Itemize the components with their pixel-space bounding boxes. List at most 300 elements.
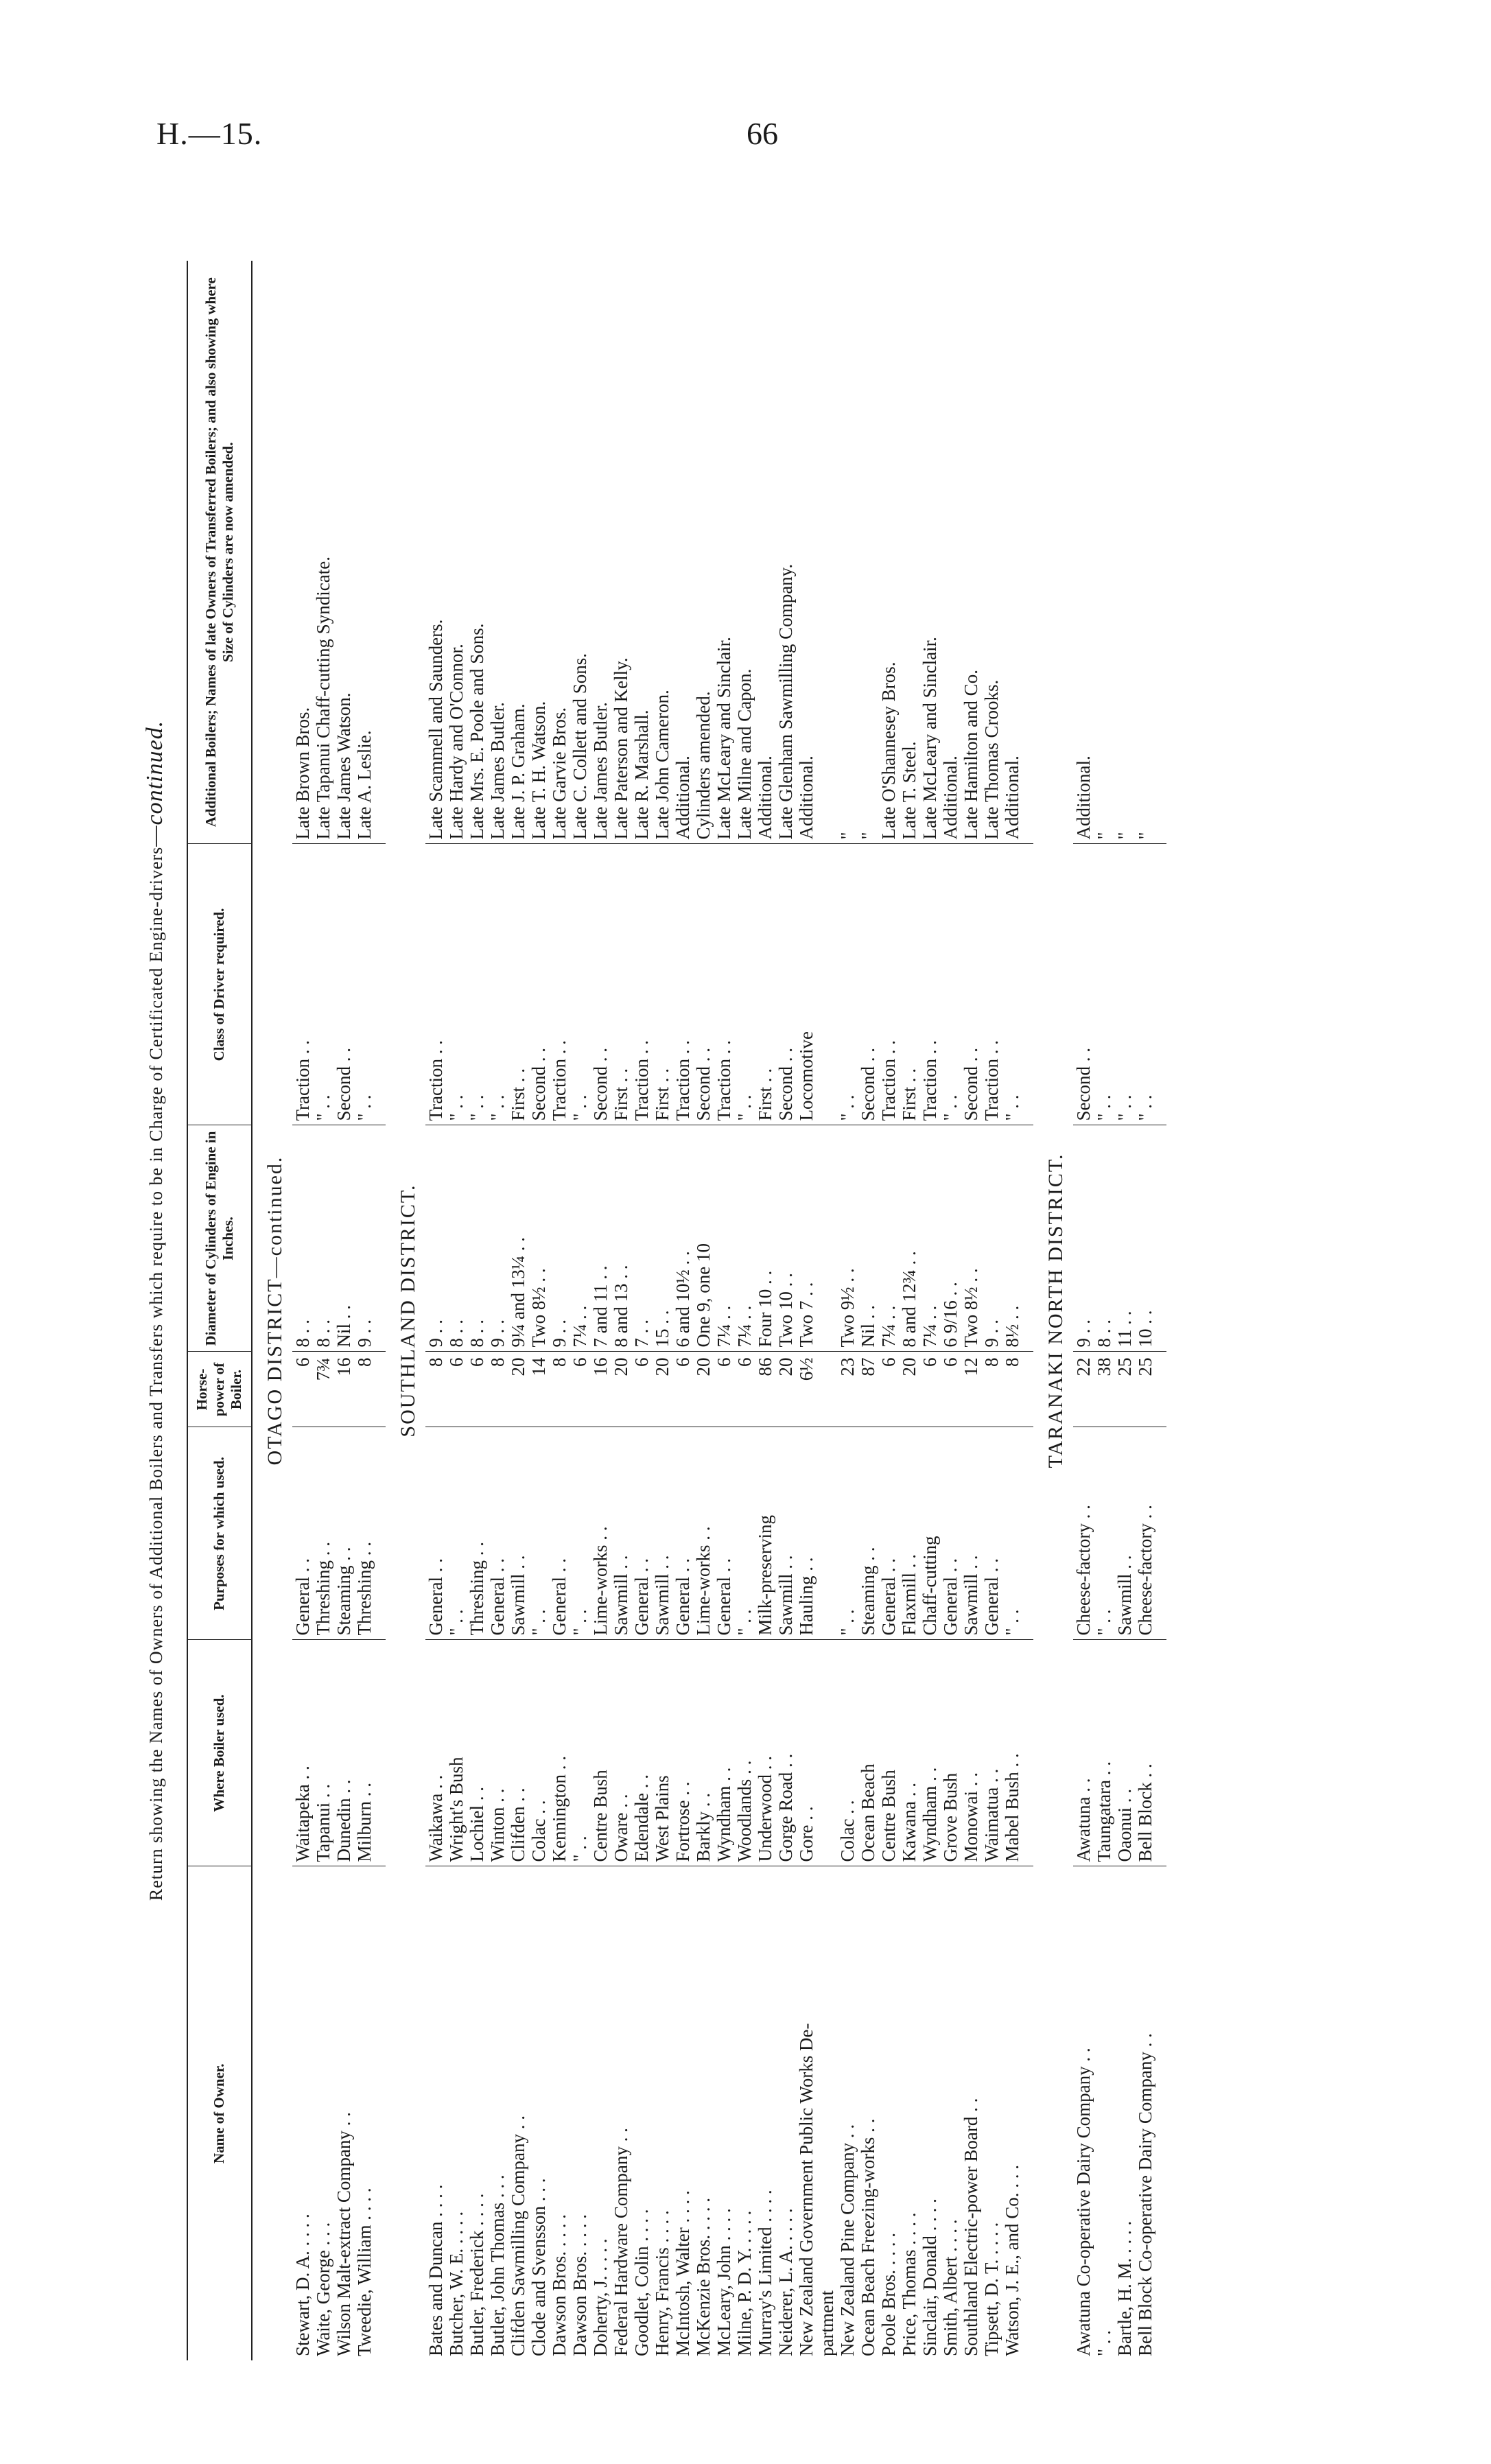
table-cell: Dawson Bros. . . . . xyxy=(569,2214,590,2356)
gap-cell xyxy=(375,261,386,844)
table-cell: Lime-works . . xyxy=(590,1427,611,1640)
column-header: Diameter of Cylinders of Engine in Inches. xyxy=(187,1125,252,1352)
table-cell: " . . xyxy=(354,844,375,1125)
table-row xyxy=(775,261,796,2360)
table-row xyxy=(755,261,775,2360)
table-cell: " . . xyxy=(446,844,467,1125)
table-cell: " . . xyxy=(1094,1427,1114,1640)
table-cell: Waitapeka . . xyxy=(292,1640,313,1866)
column-header: Additional Boilers; Names of late Owners of Transferred Boilers; and also showing where Size of Cylinders are now amended. xyxy=(187,261,252,844)
section-gap xyxy=(375,261,386,2360)
table-cell: Additional. xyxy=(940,261,961,844)
table-cell: Traction . . xyxy=(292,844,313,1125)
table-cell: " . . xyxy=(734,1427,755,1640)
table-cell: Wyndham . . xyxy=(714,1640,734,1866)
table-cell: Late McLeary and Sinclair. xyxy=(919,261,940,844)
table-cell: General . . xyxy=(631,1427,652,1640)
table-cell: Late Garvie Bros. xyxy=(549,261,570,844)
table-cell: " . . xyxy=(467,844,487,1125)
table-cell: 16 xyxy=(590,1352,611,1427)
table-cell: Traction . . xyxy=(714,844,734,1125)
table-cell: 8½ . . xyxy=(1002,1125,1022,1352)
table-cell: 6 xyxy=(570,1352,590,1427)
table-cell: Federal Hardware Company . . xyxy=(610,2128,631,2356)
table-cell: McKenzie Bros. . . . . xyxy=(692,2198,714,2356)
table-cell: Two 8½ . . xyxy=(528,1125,549,1352)
gap-cell xyxy=(1155,1352,1166,1427)
table-cell: Second . . xyxy=(1073,844,1094,1125)
table-cell: Underwood . . xyxy=(755,1640,775,1866)
gap-cell xyxy=(1022,1125,1033,1352)
table-cell: Barkly . . xyxy=(693,1640,714,1866)
table-cell: Edendale . . xyxy=(631,1640,652,1866)
gap-cell xyxy=(375,1866,386,2360)
table-cell: Late McLeary and Sinclair. xyxy=(714,261,734,844)
table-cell: 8 . . xyxy=(313,1125,333,1352)
table-cell: Late John Cameron. xyxy=(652,261,672,844)
table-cell: Late Mrs. E. Poole and Sons. xyxy=(467,261,487,844)
table-cell xyxy=(817,1352,837,1427)
table-cell: General . . xyxy=(940,1427,961,1640)
table-cell: Dunedin . . xyxy=(333,1640,354,1866)
table-cell: 20 xyxy=(611,1352,631,1427)
table-cell: 8 . . xyxy=(467,1125,487,1352)
rotated-table-page xyxy=(134,261,1424,2360)
table-cell: Butcher, W. E. . . . . xyxy=(445,2211,467,2356)
table-cell: Bell Block . . xyxy=(1135,1640,1155,1866)
table-cell: 20 xyxy=(775,1352,796,1427)
table-cell: 12 xyxy=(961,1352,981,1427)
table-cell: 9 . . xyxy=(425,1125,446,1352)
table-cell: Smith, Albert . . . . xyxy=(939,2219,961,2356)
table-body xyxy=(252,261,1166,2360)
table-cell: Sawmill . . xyxy=(508,1427,528,1640)
table-cell: Milburn . . xyxy=(354,1640,375,1866)
table-cell: Nil . . xyxy=(858,1125,878,1352)
table-cell: 16 xyxy=(333,1352,354,1427)
table-cell: Butler, John Thomas . . . xyxy=(486,2174,508,2356)
table-cell xyxy=(817,261,837,844)
table-row xyxy=(817,261,837,2360)
table-cell: Southland Electric-power Board . . xyxy=(960,2098,981,2356)
table-cell: " . . xyxy=(1093,2330,1114,2356)
table-cell: Second . . xyxy=(858,844,878,1125)
table-cell: 6 xyxy=(714,1352,734,1427)
table-cell: Price, Thomas . . . . xyxy=(898,2212,919,2356)
table-cell: Oware . . xyxy=(611,1640,631,1866)
table-cell: " . . xyxy=(837,1427,858,1640)
table-title-suffix: —continued. xyxy=(142,720,167,847)
table-cell xyxy=(817,1427,837,1640)
table-cell: Chaff-cutting xyxy=(919,1427,940,1640)
table-cell: 6 xyxy=(292,1352,313,1427)
table-cell: Centre Bush xyxy=(590,1640,611,1866)
table-cell: 23 xyxy=(837,1352,858,1427)
gap-cell xyxy=(375,1640,386,1866)
table-row xyxy=(1094,261,1114,2360)
table-cell: Mabel Bush . . xyxy=(1002,1640,1022,1866)
table-cell: Late R. Marshall. xyxy=(631,261,652,844)
table-cell: 87 xyxy=(858,1352,878,1427)
table-cell: Four 10 . . xyxy=(755,1125,775,1352)
table-row xyxy=(1114,261,1135,2360)
table-cell: Traction . . xyxy=(672,844,693,1125)
table-cell: Fortrose . . xyxy=(672,1640,693,1866)
table-cell: Monowai . . xyxy=(961,1640,981,1866)
table-cell: 20 xyxy=(508,1352,528,1427)
column-header: Class of Driver required. xyxy=(187,844,252,1125)
table-cell: Awatuna Co-operative Dairy Company . . xyxy=(1072,2048,1094,2356)
district-heading: OTAGO DISTRICT—continued. xyxy=(263,1155,286,1466)
table-row xyxy=(631,261,652,2360)
table-cell: Lochiel . . xyxy=(467,1640,487,1866)
table-cell: " . . xyxy=(1002,1427,1022,1640)
table-cell: Sawmill . . xyxy=(961,1427,981,1640)
table-cell: Traction . . xyxy=(878,844,899,1125)
table-cell: " xyxy=(858,261,878,844)
gap-cell xyxy=(1155,1427,1166,1640)
section-gap xyxy=(1022,261,1033,2360)
table-cell: Late O'Shannesey Bros. xyxy=(878,261,899,844)
table-cell: Late Brown Bros. xyxy=(292,261,313,844)
table-cell: 25 xyxy=(1135,1352,1155,1427)
table-cell: General . . xyxy=(487,1427,508,1640)
table-cell: " xyxy=(1094,261,1114,844)
table-cell: Ocean Beach xyxy=(858,1640,878,1866)
table-cell: Dawson Bros. . . . . xyxy=(548,2214,570,2356)
table-cell: Two 8½ . . xyxy=(961,1125,981,1352)
table-cell: Late T. H. Watson. xyxy=(528,261,549,844)
table-cell: Tweedie, William . . . . xyxy=(353,2187,375,2356)
column-header: Horse-power of Boiler. xyxy=(187,1352,252,1427)
gap-cell xyxy=(1022,1352,1033,1427)
table-cell: 9 . . xyxy=(981,1125,1002,1352)
table-cell: Traction . . xyxy=(425,844,446,1125)
table-cell: " . . xyxy=(487,844,508,1125)
table-cell: 10 . . xyxy=(1135,1125,1155,1352)
table-cell: Waite, George . . . xyxy=(312,2222,333,2356)
table-cell xyxy=(817,1125,837,1352)
table-cell: " xyxy=(1114,261,1135,844)
table-cell: First . . xyxy=(611,844,631,1125)
table-cell: Late James Butler. xyxy=(590,261,611,844)
table-cell: 7 . . xyxy=(631,1125,652,1352)
table-cell: 38 xyxy=(1094,1352,1114,1427)
table-cell: Waikawa . . xyxy=(425,1640,446,1866)
page-number: 66 xyxy=(747,116,778,151)
table-cell: Hauling . . xyxy=(796,1427,817,1640)
column-header: Purposes for which used. xyxy=(187,1427,252,1640)
table-cell: 6 xyxy=(631,1352,652,1427)
gap-cell xyxy=(375,1125,386,1352)
table-cell: Lime-works . . xyxy=(693,1427,714,1640)
table-row xyxy=(425,261,446,2360)
table-cell: " xyxy=(837,261,858,844)
table-row xyxy=(467,261,487,2360)
table-cell: 7¼ . . xyxy=(714,1125,734,1352)
table-cell: Gorge Road . . xyxy=(775,1640,796,1866)
table-cell: 9 . . xyxy=(549,1125,570,1352)
table-row xyxy=(940,261,961,2360)
table-cell: First . . xyxy=(652,844,672,1125)
table-cell: Clifden Sawmilling Company . . xyxy=(507,2115,528,2356)
table-cell: Late C. Collett and Sons. xyxy=(570,261,590,844)
table-cell: Cheese-factory . . xyxy=(1135,1427,1155,1640)
table-cell: 6 xyxy=(878,1352,899,1427)
table-cell: 8 xyxy=(549,1352,570,1427)
table-cell: Taungatara . . xyxy=(1094,1640,1114,1866)
table-row xyxy=(446,261,467,2360)
table-row xyxy=(919,261,940,2360)
table-cell: 9 . . xyxy=(354,1125,375,1352)
table-row xyxy=(487,261,508,2360)
table-cell: Second . . xyxy=(528,844,549,1125)
district-heading-row xyxy=(252,261,292,2360)
gap-cell xyxy=(375,1427,386,1640)
table-cell: Second . . xyxy=(775,844,796,1125)
column-header: Name of Owner. xyxy=(187,1866,252,2360)
table-cell: Milne, P. D. Y. . . . . xyxy=(733,2210,755,2356)
boilers-table xyxy=(187,261,1166,2360)
table-cell: 11 . . xyxy=(1114,1125,1135,1352)
table-cell: Threshing . . xyxy=(354,1427,375,1640)
table-cell: Two 10 . . xyxy=(775,1125,796,1352)
table-cell: Grove Bush xyxy=(940,1640,961,1866)
gap-cell xyxy=(1022,1427,1033,1640)
table-cell: 7¼ . . xyxy=(919,1125,940,1352)
gap-cell xyxy=(375,844,386,1125)
table-cell: Cheese-factory . . xyxy=(1073,1427,1094,1640)
table-cell: Locomotive xyxy=(796,844,817,1125)
table-row xyxy=(313,261,333,2360)
table-row xyxy=(570,261,590,2360)
table-cell: 15 . . xyxy=(652,1125,672,1352)
table-cell: 8 xyxy=(981,1352,1002,1427)
table-cell: Traction . . xyxy=(549,844,570,1125)
table-cell: Late James Butler. xyxy=(487,261,508,844)
table-row xyxy=(611,261,631,2360)
table-row xyxy=(590,261,611,2360)
table-row xyxy=(858,261,878,2360)
table-cell: 20 xyxy=(652,1352,672,1427)
table-cell: General . . xyxy=(292,1427,313,1640)
table-cell: General . . xyxy=(981,1427,1002,1640)
table-cell: 6 xyxy=(467,1352,487,1427)
table-cell: Watson, J. E., and Co. . . . xyxy=(1001,2164,1022,2356)
table-cell: Additional. xyxy=(1073,261,1094,844)
table-cell: Traction . . xyxy=(919,844,940,1125)
table-cell: 8 xyxy=(354,1352,375,1427)
table-title-main: Return showing the Names of Owners of Additional Boilers and Transfers which require to be in Charge of Certificated Engine-drivers xyxy=(146,846,166,1901)
table-cell: 7 and 11 . . xyxy=(590,1125,611,1352)
table-cell: New Zealand Pine Company . . xyxy=(836,2124,858,2356)
table-cell: " . . xyxy=(570,844,590,1125)
table-row xyxy=(899,261,919,2360)
table-cell: 6 xyxy=(919,1352,940,1427)
table-cell: Second . . xyxy=(693,844,714,1125)
table-cell: 8 xyxy=(1002,1352,1022,1427)
table-row xyxy=(1002,261,1022,2360)
table-cell: Traction . . xyxy=(981,844,1002,1125)
table-cell: Late Paterson and Kelly. xyxy=(611,261,631,844)
table-row xyxy=(1135,261,1155,2360)
table-row xyxy=(549,261,570,2360)
table-cell: Second . . xyxy=(590,844,611,1125)
table-row xyxy=(528,261,549,2360)
table-cell: Butler, Frederick . . . . xyxy=(466,2193,487,2356)
table-cell xyxy=(817,1640,837,1866)
table-cell: Murray's Limited . . . . xyxy=(754,2190,775,2356)
table-row xyxy=(693,261,714,2360)
table-cell: Wright's Bush xyxy=(446,1640,467,1866)
table-row xyxy=(837,261,858,2360)
table-cell: Goodlet, Colin . . . . xyxy=(631,2209,652,2356)
gap-cell xyxy=(375,1352,386,1427)
table-cell: 8 xyxy=(425,1352,446,1427)
table-cell: Additional. xyxy=(796,261,817,844)
table-cell: Sinclair, Donald . . . . xyxy=(919,2198,940,2356)
gap-cell xyxy=(1155,1125,1166,1352)
table-row xyxy=(652,261,672,2360)
table-cell: West Plains xyxy=(652,1640,672,1866)
table-cell: Late Scammell and Saunders. xyxy=(425,261,446,844)
table-cell: 8 and 12¾ . . xyxy=(899,1125,919,1352)
column-header: Where Boiler used. xyxy=(187,1640,252,1866)
gap-cell xyxy=(1155,844,1166,1125)
table-cell: Late J. P. Graham. xyxy=(508,261,528,844)
table-cell: " . . xyxy=(528,1427,549,1640)
table-cell: 7¼ . . xyxy=(878,1125,899,1352)
table-cell: Late Milne and Capon. xyxy=(734,261,755,844)
table-cell: " . . xyxy=(1114,844,1135,1125)
table-cell: New Zealand Government Public Works De- xyxy=(795,2023,817,2356)
gap-cell xyxy=(1022,844,1033,1125)
table-cell: 14 xyxy=(528,1352,549,1427)
table-row xyxy=(981,261,1002,2360)
table-cell: Woodlands . . xyxy=(734,1640,755,1866)
table-cell: Traction . . xyxy=(631,844,652,1125)
table-row xyxy=(1073,261,1094,2360)
table-cell: Additional. xyxy=(672,261,693,844)
table-cell: Milk-preserving xyxy=(755,1427,775,1640)
district-heading: TARANAKI NORTH DISTRICT. xyxy=(1044,1153,1067,1468)
table-cell: 86 xyxy=(755,1352,775,1427)
table-cell: " . . xyxy=(313,844,333,1125)
table-cell: Henry, Francis . . . . xyxy=(651,2210,672,2356)
table-cell: 6 and 10½ . . xyxy=(672,1125,693,1352)
table-cell: Neiderer, L. A. . . . . xyxy=(775,2208,796,2356)
table-header xyxy=(187,261,252,2360)
table-cell: Two 7 . . xyxy=(796,1125,817,1352)
table-cell: Colac . . xyxy=(837,1640,858,1866)
table-row xyxy=(734,261,755,2360)
table-cell: 8 . . xyxy=(292,1125,313,1352)
table-cell: Sawmill . . xyxy=(775,1427,796,1640)
table-cell: 6 9/16 . . xyxy=(940,1125,961,1352)
table-cell: Doherty, J. . . . . xyxy=(589,2238,611,2356)
table-cell: Flaxmill . . xyxy=(899,1427,919,1640)
table-cell: " . . xyxy=(837,844,858,1125)
table-cell: " . . xyxy=(1094,844,1114,1125)
table-cell: 8 and 13 . . xyxy=(611,1125,631,1352)
table-row xyxy=(878,261,899,2360)
table-cell xyxy=(817,844,837,1125)
table-cell: Cylinders amended. xyxy=(693,261,714,844)
table-cell: Second . . xyxy=(961,844,981,1125)
table-cell: " . . xyxy=(570,1427,590,1640)
table-cell: Late James Watson. xyxy=(333,261,354,844)
table-cell: Bates and Duncan . . . . xyxy=(425,2184,446,2356)
district-heading-row xyxy=(386,261,425,2360)
table-cell: 7¼ . . xyxy=(734,1125,755,1352)
table-cell: First . . xyxy=(508,844,528,1125)
table-cell: Sawmill . . xyxy=(652,1427,672,1640)
table-cell: McIntosh, Walter . . . . xyxy=(672,2190,693,2356)
gap-cell xyxy=(1022,1866,1033,2360)
table-cell: First . . xyxy=(755,844,775,1125)
table-cell: " . . xyxy=(1135,844,1155,1125)
table-cell: 20 xyxy=(693,1352,714,1427)
table-cell: Steaming . . xyxy=(858,1427,878,1640)
table-cell: Bartle, H. M. . . . . xyxy=(1114,2220,1135,2356)
gap-cell xyxy=(1155,1640,1166,1866)
table-cell: Late Glenham Sawmilling Company. xyxy=(775,261,796,844)
table-cell: Late Hamilton and Co. xyxy=(961,261,981,844)
table-cell: Late T. Steel. xyxy=(899,261,919,844)
table-cell: 25 xyxy=(1114,1352,1135,1427)
table-cell: General . . xyxy=(714,1427,734,1640)
table-cell: " . . xyxy=(570,1640,590,1866)
table-cell: 9¼ and 13¼ . . xyxy=(508,1125,528,1352)
table-cell: 20 xyxy=(899,1352,919,1427)
table-row xyxy=(354,261,375,2360)
table-cell: Centre Bush xyxy=(878,1640,899,1866)
table-cell: Wilson Malt-extract Company . . xyxy=(333,2112,354,2356)
table-row xyxy=(292,261,313,2360)
table-cell: " . . xyxy=(446,1427,467,1640)
table-row xyxy=(961,261,981,2360)
table-cell: 8 . . xyxy=(446,1125,467,1352)
table-cell: " xyxy=(1135,261,1155,844)
table-cell: Winton . . xyxy=(487,1640,508,1866)
gap-cell xyxy=(1022,261,1033,844)
table-cell: McLeary, John . . . . xyxy=(713,2208,734,2356)
table-cell: Threshing . . xyxy=(313,1427,333,1640)
table-cell: Bell Block Co-operative Dairy Company . . xyxy=(1134,2033,1155,2356)
table-cell: Late Hardy and O'Connor. xyxy=(446,261,467,844)
table-cell: Sawmill . . xyxy=(611,1427,631,1640)
table-cell: Wyndham . . xyxy=(919,1640,940,1866)
table-cell: 8 . . xyxy=(1094,1125,1114,1352)
table-cell: One 9, one 10 xyxy=(693,1125,714,1352)
table-cell: 6 xyxy=(734,1352,755,1427)
table-cell: Colac . . xyxy=(528,1640,549,1866)
table-cell: General . . xyxy=(672,1427,693,1640)
table-cell: 7¼ . . xyxy=(570,1125,590,1352)
table-cell: General . . xyxy=(878,1427,899,1640)
table-row xyxy=(796,261,817,2360)
gap-cell xyxy=(1022,1640,1033,1866)
table-cell: Additional. xyxy=(755,261,775,844)
table-cell: 22 xyxy=(1073,1352,1094,1427)
district-heading: SOUTHLAND DISTRICT. xyxy=(396,1184,419,1438)
table-cell: 6½ xyxy=(796,1352,817,1427)
table-cell: Clifden . . xyxy=(508,1640,528,1866)
page-reference: H.—15. xyxy=(156,116,263,151)
section-gap xyxy=(1155,261,1166,2360)
table-cell: " . . xyxy=(734,844,755,1125)
table-cell: Two 9½ . . xyxy=(837,1125,858,1352)
